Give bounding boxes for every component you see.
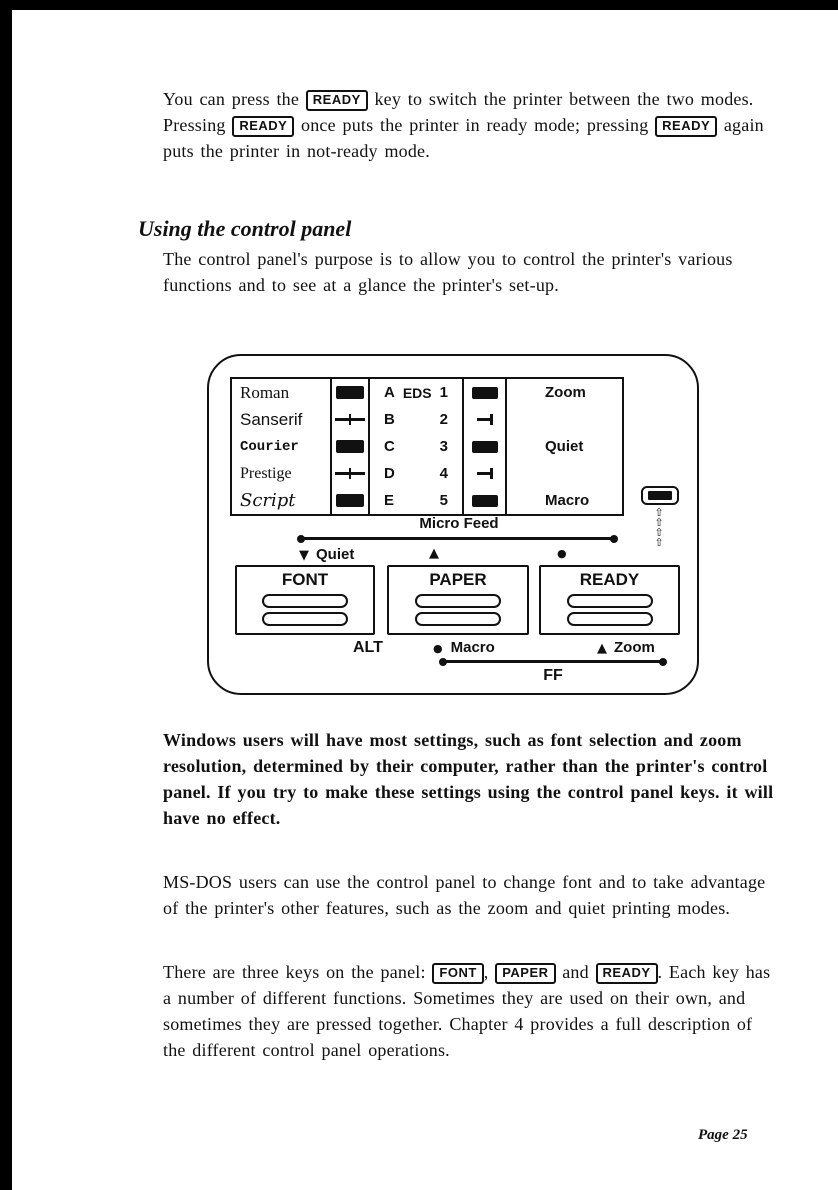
ready-key-label: READY [579,570,640,589]
font-led-cell [332,460,370,487]
mode-label-blank [507,460,622,487]
three-keys-paragraph [163,959,771,1063]
macro-marker-label: Macro [450,639,495,656]
dot-marker-icon: ● [433,642,443,655]
micro-feed-label: Micro Feed [419,515,499,532]
quiet-marker-label: Quiet [316,546,355,563]
mode-label: Macro [545,492,590,509]
led-on-icon [336,494,364,507]
eds-row-b [370,406,464,433]
font-name-courier [232,433,332,460]
eds-row-c [370,433,464,460]
led-off-end-icon [477,467,493,480]
font-name-roman [232,379,332,406]
intro-paragraph [163,86,767,164]
mode-label-blank [507,406,622,433]
eds-letter: A [384,384,395,401]
mode-led-cell [464,406,507,433]
mode-label-zoom [507,379,622,406]
mode-label-macro [507,487,622,514]
ready-key-cap: READY [306,90,368,111]
eds-number: 3 [439,438,448,455]
feed-arrow-icon: ⇧ [654,516,664,529]
eds-row-e [370,487,464,514]
font-name-script [232,487,332,514]
eds-number: 4 [439,465,448,482]
key-oval [262,612,348,626]
ready-key-cap: READY [232,116,294,137]
paper-feed-arrows-icon [649,508,669,548]
font-name-sanserif [232,406,332,433]
form-feed-label: FF [543,667,563,684]
led-on-icon [336,386,364,399]
feed-arrow-icon: ⇧ [654,536,664,549]
scan-artifact-left [0,0,12,1190]
eds-header: EDS [402,384,432,401]
eds-letter: E [384,492,395,509]
section-paragraph: The control panel's purpose is to allow you to control the printer's various functions and to see at a glance the printer's set-up. [163,249,733,295]
key-oval [415,612,501,626]
mode-led-cell [464,460,507,487]
mode-led-cell [464,379,507,406]
font-led-cell [332,433,370,460]
up-triangle-icon: ▲ [429,546,439,561]
windows-note-paragraph: Windows users will have most settings, such as font selection and zoom resolution, determined by their computer, rather than the printer's control panel. If you try to make these settings using the control panel keys. it will have no effect. [163,730,774,828]
down-triangle-icon: ▼ [299,548,309,563]
font-name-label: Courier [240,438,299,455]
quiet-marker [299,546,354,563]
text-run: and [555,962,596,982]
font-led-cell [332,487,370,514]
feed-arrow-icon: ⇧ [654,506,664,519]
ready-key-cap: READY [655,116,717,137]
eds-number: 2 [439,411,448,428]
eds-letter: D [384,465,395,482]
section-heading: Using the control panel [138,216,352,241]
feed-arrow-icon: ⇧ [654,526,664,539]
alt-label: ALT [353,639,383,656]
mode-led-cell [464,433,507,460]
mode-label: Zoom [545,384,586,401]
led-off-end-icon [477,413,493,426]
paper-key[interactable] [387,565,529,635]
zoom-marker-label: Zoom [614,639,655,656]
micro-feed-line [300,537,615,540]
font-key-label: FONT [281,570,329,589]
text-run: , [483,962,496,982]
key-oval [567,594,653,608]
text-run: You can press the [163,89,306,109]
led-on-icon [472,495,498,507]
text-run: once puts the printer in ready mode; pressing [294,115,656,135]
font-led-cell [332,379,370,406]
text-run: There are three keys on the panel: [163,962,433,982]
led-off-center-icon [335,413,365,426]
eds-number: 5 [439,492,448,509]
font-name-label: Sanserif [240,409,303,429]
font-key-cap: FONT [432,963,483,984]
ready-key[interactable] [539,565,680,635]
font-name-prestige [232,460,332,487]
msdos-paragraph: MS-DOS users can use the control panel to change font and to take advantage of the printer's other features, such as the zoom and quiet printing modes. [163,872,766,918]
indicator-table [230,377,624,516]
font-name-label: Roman [240,382,290,402]
led-on-icon [472,387,498,399]
led-off-center-icon [335,467,365,480]
ready-key-cap: READY [596,963,658,984]
text-run: key to switch the printer between the two modes. Pressing [163,89,754,135]
dot-marker-icon: ● [557,547,567,560]
control-panel-diagram [207,354,699,695]
eds-number: 1 [439,384,448,401]
text-run: again puts the printer in not-ready mode. [163,115,764,161]
paper-key-label: PAPER [429,570,487,589]
font-name-label: Script [240,490,296,511]
eds-letter: B [384,411,395,428]
eds-row-a [370,379,464,406]
macro-marker [433,639,495,656]
font-led-cell [332,406,370,433]
key-oval [262,594,348,608]
paper-key-cap: PAPER [495,963,555,984]
led-on-icon [336,440,364,453]
eds-row-d [370,460,464,487]
font-key[interactable] [235,565,375,635]
page-number: Page 25 [698,1127,748,1143]
mode-label: Quiet [545,438,584,455]
up-triangle-icon: ▲ [597,641,607,656]
mode-led-cell [464,487,507,514]
zoom-marker [597,639,655,656]
led-on-icon [472,441,498,453]
key-oval [415,594,501,608]
font-name-label: Prestige [240,464,292,482]
form-feed-line [442,660,664,663]
mode-label-quiet [507,433,622,460]
scan-artifact-top [0,0,838,10]
eds-letter: C [384,438,395,455]
text-run: . Each key has a number of different functions. Sometimes they are used on their own, and sometimes they are pressed together. Chapter 4 provides a full description of the different control panel operations. [163,962,771,1060]
key-oval [567,612,653,626]
led-on-icon [648,491,672,500]
power-led-window [641,486,679,505]
